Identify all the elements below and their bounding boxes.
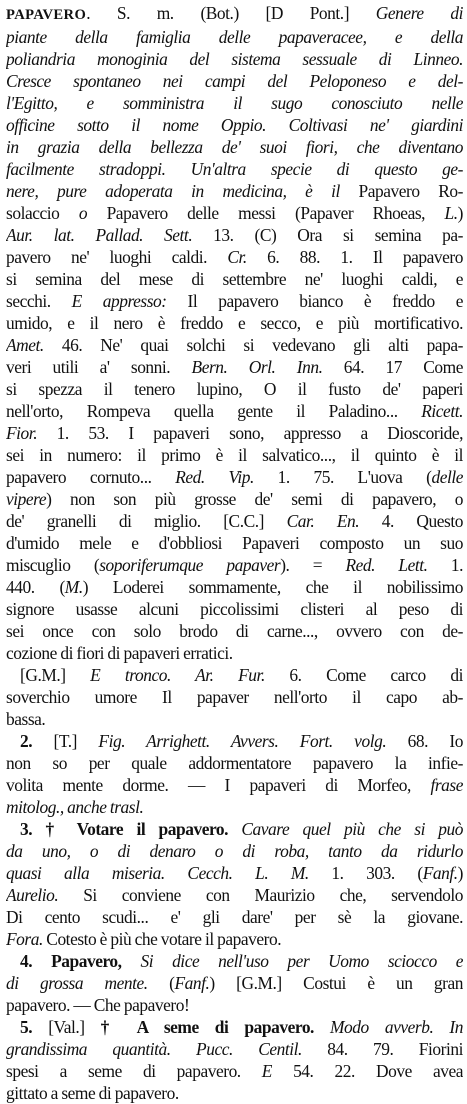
text-line: officine sotto il nome Oppio. Coltivasi ne' giardini [6,115,463,135]
domain-label: (Bot.) [200,3,239,23]
text-line: papavero cornuto... Red. Vip. 1. 75. L'uova (delle [6,467,463,487]
text-line: Fior. 1. 53. I papaveri sono, appresso a Dioscoride, [6,423,463,443]
text-line: secchi. E appresso: Il papavero bianco è freddo e [6,291,463,311]
entry-subsection [6,730,463,818]
entry-subsection [6,664,463,730]
text-line: sei once con solo brodo di carne..., ovvero con de- [6,621,463,641]
text-line: pavero ne' luoghi caldi. Cr. 6. 88. 1. Il papavero [6,247,463,267]
text-line: miscuglio (soporiferumque papaver). = Red. Lett. 1. [6,555,463,575]
text-line: 5. [Val.] † A seme di papavero. Modo avverb. In [20,1017,463,1037]
text-line: [G.M.] E tronco. Ar. Fur. 6. Come carco di [20,665,463,685]
text-line: Di cento scudi... e' gli dare' per sè la giovane. [6,907,463,927]
text-line: 2. [T.] Fig. Arrighett. Avvers. Fort. volg. 68. Io [20,731,463,751]
text-line: solaccio o Papavero delle messi (Papaver Rhoeas, L.) [6,203,463,223]
text-line: cozione di fiori di papaveri erratici. [6,643,233,663]
text-line: facilmente stradoppi. Un'altra specie di questo ge- [6,159,463,179]
entry-subsection [6,950,463,1016]
text-line: veri utili a' sonni. Bern. Orl. Inn. 64. 17 Come [6,357,463,377]
text-line: da uno, o di denaro o di roba, tanto da ridurlo [6,841,463,861]
text-line: in grazia della bellezza de' suoi fiori, che diventano [6,137,463,157]
text-line: d'umido mele e d'obbliosi Papaveri composto un suo [6,533,463,553]
text-line: non so per quale addormentatore papavero la infie- [6,753,463,773]
headword: PAPAVERO [6,7,87,23]
text-line: spesi a seme di papavero. E 54. 22. Dove avea [6,1061,463,1081]
text-line: grandissima quantità. Pucc. Centil. 84. 79. Fiorini [6,1039,463,1059]
text-line: bassa. [6,709,46,729]
text-line: si semina del mese di settembre ne' luoghi caldi, e [6,269,463,289]
grammar-label: S. m. [116,3,174,23]
text-line: nere, pure adoperata in medicina, è il Papavero Ro- [6,181,463,201]
text-line: papavero. — Che papavero! [6,995,190,1015]
text-line: umido, e il nero è freddo e secco, e più mortificativo. [6,313,463,333]
source-label: [D Pont.] [265,3,350,23]
text-line: signore usasse alcuni piccolissimi clisteri al peso di [6,599,463,619]
text-line: 4. Papavero, Si dice nell'uso per Uomo sciocco e [20,951,463,971]
text-line: quasi alla miseria. Cecch. L. M. 1. 303. (Fanf.) [6,863,463,883]
text-line: mitolog., anche trasl. [6,797,144,817]
text-line: Aurelio. Si conviene con Maurizio che, servendolo [6,885,463,905]
text-line: sei in numero: il primo è il salvatico..., il quinto è il [6,445,463,465]
entry-subsection [6,1016,463,1104]
text-line: si spezza il tenero lupino, O il fusto de' paperi [6,379,463,399]
text-line: 440. (M.) Loderei sommamente, che il nobilissimo [6,577,463,597]
text-line: gittato a seme di papavero. [6,1083,179,1103]
text-line: volita mente dorme. — I papaveri di Morfeo, frase [6,775,463,795]
text-line: soverchio umore Il papaver nell'orto il capo ab- [6,687,463,707]
text-line: poliandria monoginia del sistema sessuale di Linneo. [6,49,463,69]
text-line: Fora. Cotesto è più che votare il papavero. [6,929,282,949]
text-line: PAPAVERO. S. m. (Bot.) [D Pont.] Genere di [6,3,463,23]
text-line: nell'orto, Rompeva quella gente il Paladino... Ricett. [6,401,463,421]
text-line: piante della famiglia delle papaveracee, e della [6,27,463,47]
text-line: l'Egitto, e somministra il sugo conosciuto nelle [6,93,463,113]
text-line: 3. † Votare il papavero. Cavare quel più che si può [20,819,463,839]
entry-subsection [6,818,463,950]
text-line: Cresce spontaneo nei campi del Peloponeso e del- [6,71,463,91]
text-line: de' granelli di miglio. [C.C.] Car. En. 4. Questo [6,511,463,531]
text-line: Aur. lat. Pallad. Sett. 13. (C) Ora si semina pa- [6,225,463,245]
text-line: di grossa mente. (Fanf.) [G.M.] Costui è un gran [6,973,463,993]
text-line: vipere) non son più grosse de' semi di papavero, o [6,489,463,509]
text-line: Amet. 46. Ne' quai solchi si vedevano gli alti papa- [6,335,463,355]
entry-body [6,2,463,664]
